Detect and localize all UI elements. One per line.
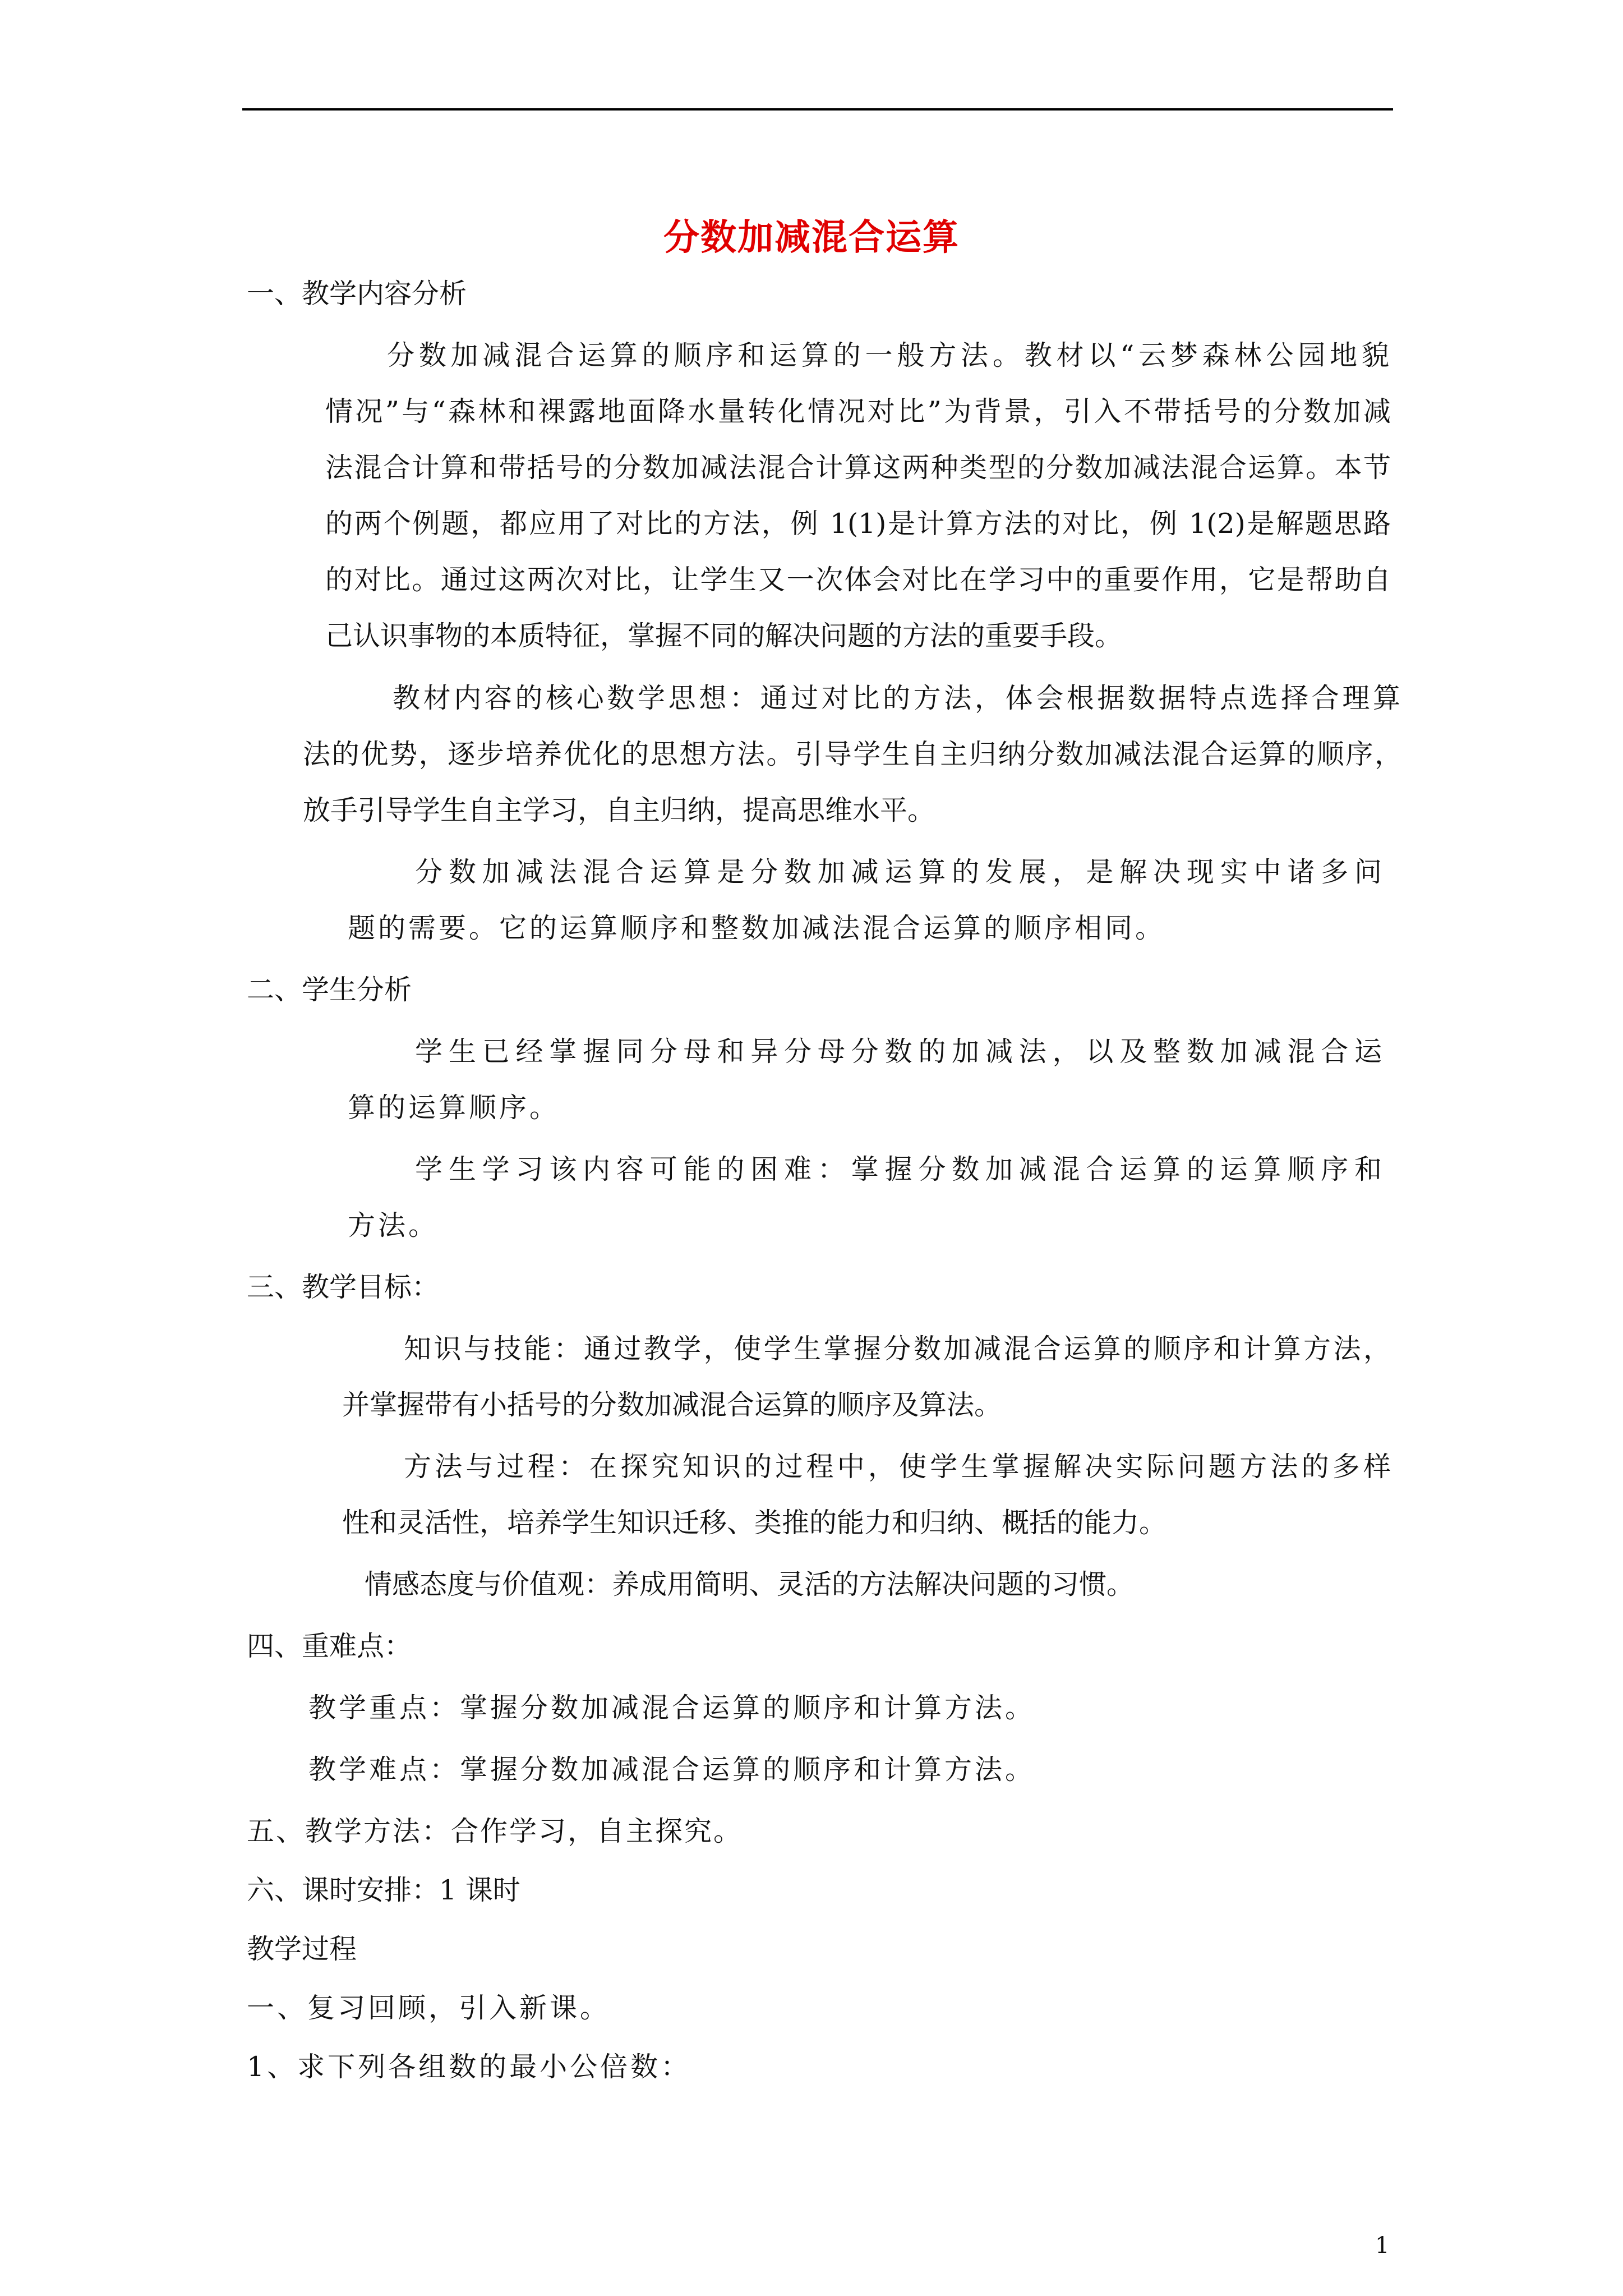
section-heading: 五、教学方法：合作学习，自主探究。 [247,1815,743,1847]
paragraph-line: 知识与技能：通过教学，使学生掌握分数加减混合运算的顺序和计算方法， [404,1333,1391,1365]
paragraph-line: 学生学习该内容可能的困难：掌握分数加减混合运算的运算顺序和 [415,1153,1385,1185]
paragraph-line: 题的需要。它的运算顺序和整数加减法混合运算的顺序相同。 [348,912,1166,944]
paragraph-line: 方法与过程：在探究知识的过程中，使学生掌握解决实际问题方法的多样 [404,1451,1391,1483]
paragraph-line: 的对比。通过这两次对比，让学生又一次体会对比在学习中的重要作用，它是帮助自 [325,564,1391,596]
section-heading: 四、重难点： [247,1630,412,1662]
paragraph-line: 放手引导学生自主学习，自主归纳，提高思维水平。 [303,794,935,826]
section-heading: 六、课时安排：1 课时 [247,1874,520,1906]
paragraph-line: 法混合计算和带括号的分数加减法混合计算这两种类型的分数加减法混合运算。本节 [325,452,1391,484]
paragraph-line: 法的优势，逐步培养优化的思想方法。引导学生自主归纳分数加减法混合运算的顺序， [303,738,1402,770]
paragraph-line: 的两个例题，都应用了对比的方法，例 1(1)是计算方法的对比，例 1(2)是解题思路 [325,508,1391,540]
page-title: 分数加减混合运算 [663,217,960,259]
paragraph-line: 并掌握带有小括号的分数加减混合运算的顺序及算法。 [342,1389,1002,1421]
paragraph-line: 方法。 [348,1209,439,1241]
page-number: 1 [1375,2233,1390,2258]
section-heading: 一、教学内容分析 [247,278,467,310]
paragraph-line: 分数加减法混合运算是分数加减运算的发展，是解决现实中诸多问 [415,856,1385,888]
paragraph-line: 己认识事物的本质特征，掌握不同的解决问题的方法的重要手段。 [325,620,1123,652]
paragraph-line: 性和灵活性，培养学生知识迁移、类推的能力和归纳、概括的能力。 [342,1507,1167,1539]
paragraph-line: 教学难点：掌握分数加减混合运算的顺序和计算方法。 [308,1754,1036,1786]
paragraph-line: 情况”与“森林和裸露地面降水量转化情况对比”为背景，引入不带括号的分数加减 [325,395,1391,427]
paragraph-line: 算的运算顺序。 [348,1092,560,1124]
section-heading: 二、学生分析 [247,974,412,1006]
section-heading: 1、求下列各组数的最小公倍数： [247,2051,691,2083]
header-rule [242,108,1393,111]
paragraph-line: 教材内容的核心数学思想：通过对比的方法，体会根据数据特点选择合理算 [393,682,1402,714]
paragraph-line: 分数加减混合运算的顺序和运算的一般方法。教材以“云梦森林公园地貌 [387,339,1391,371]
paragraph-line: 学生已经掌握同分母和异分母分数的加减法，以及整数加减混合运 [415,1036,1385,1068]
section-heading: 一、复习回顾，引入新课。 [247,1992,611,2024]
section-heading: 三、教学目标： [247,1271,440,1303]
paragraph-line: 情感态度与价值观：养成用简明、灵活的方法解决问题的习惯。 [365,1568,1135,1600]
paragraph-line: 教学重点：掌握分数加减混合运算的顺序和计算方法。 [308,1692,1036,1724]
section-heading: 教学过程 [247,1933,357,1965]
